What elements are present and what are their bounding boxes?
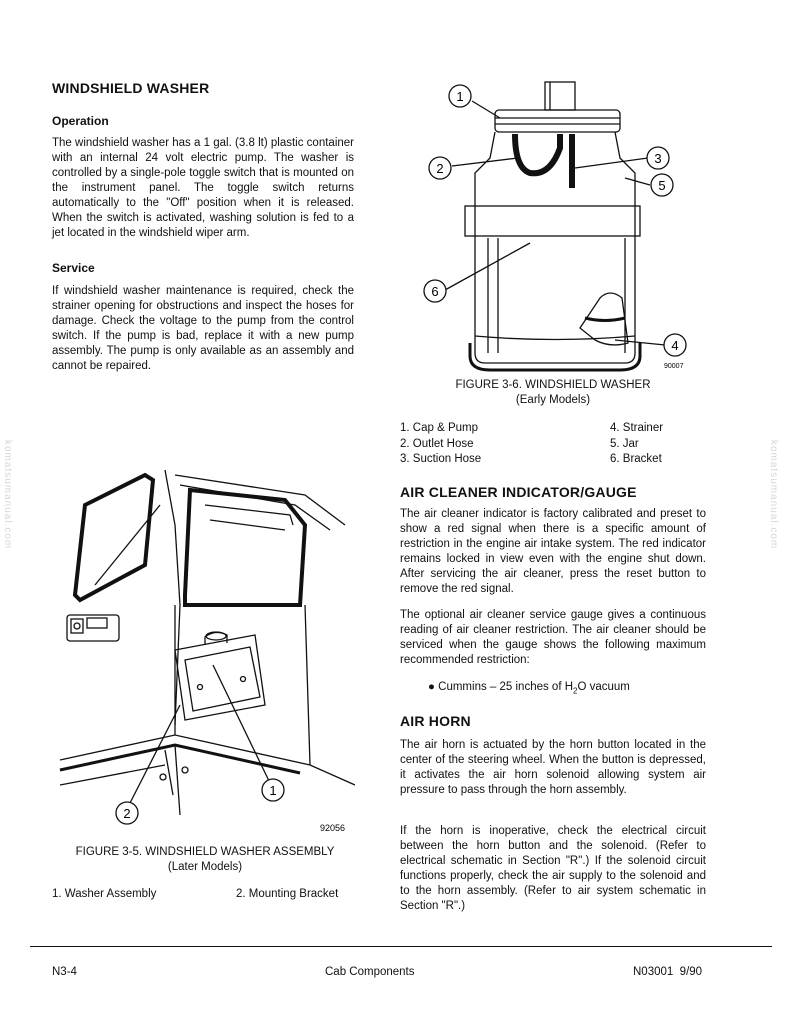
air-horn-paragraph-2: If the horn is inoperative, check the electrical circuit between the horn button and the solenoid. (Refer to electrical schematic in Section "R".) If the solenoid circuit functions properly, check the air supply to the solenoid and to the horn assembly. (Refer to air system schematic in Section "R".) bbox=[400, 825, 706, 912]
legend-item: 6. Bracket bbox=[610, 453, 662, 465]
caption-line-1: FIGURE 3-6. WINDSHIELD WASHER bbox=[455, 379, 651, 391]
legend-item: 1. Cap & Pump bbox=[400, 422, 478, 434]
operation-text: The windshield washer has a 1 gal. (3.8 lt) plastic container with an internal 24 volt electric pump. The washer is controlled by a single-pole toggle switch that is mounted on the instrument panel. The toggle switch returns automatically to the "Off" position when it is released. When the switch is activated, washing solution is fed to a jet located in the windshield wiper arm. bbox=[52, 137, 354, 239]
figure-3-5-drawing bbox=[55, 465, 355, 840]
section-title-windshield-washer: WINDSHIELD WASHER bbox=[52, 80, 210, 96]
legend-item: 3. Suction Hose bbox=[400, 453, 482, 465]
air-cleaner-bullet bbox=[428, 680, 630, 698]
figure-code: 90007 bbox=[664, 363, 684, 370]
air-cleaner-paragraph-1: The air cleaner indicator is factory calibrated and preset to show a red signal when there is a specific amount of restriction in the engine air intake system. The red indicator remains locked in view even with the engine shut down. After servicing the air cleaner, press the reset button to remove the red signal. bbox=[400, 508, 706, 595]
callout-3-label: 3 bbox=[654, 151, 662, 166]
footer-page-number: N3-4 bbox=[52, 966, 77, 978]
callout-6-label: 6 bbox=[431, 284, 439, 299]
caption-line-2: (Early Models) bbox=[515, 394, 591, 406]
caption-line-2: (Later Models) bbox=[167, 861, 243, 873]
operation-heading: Operation bbox=[52, 114, 109, 128]
figure-3-6-caption bbox=[400, 378, 706, 408]
figure-3-5-legend-item: 1. Washer Assembly bbox=[52, 888, 157, 900]
footer-rule bbox=[30, 946, 772, 947]
callout-4-label: 4 bbox=[671, 338, 679, 353]
callout-1-label: 1 bbox=[456, 89, 464, 104]
callout-5-label: 5 bbox=[658, 178, 666, 193]
figure-3-5-legend-item: 2. Mounting Bracket bbox=[236, 888, 339, 900]
bullet-text: Cummins – 25 inches of H bbox=[438, 681, 574, 693]
figure-code: 92056 bbox=[320, 823, 346, 833]
caption-line-1: FIGURE 3-5. WINDSHIELD WASHER ASSEMBLY bbox=[75, 846, 335, 858]
legend-item: 2. Outlet Hose bbox=[400, 437, 474, 450]
section-title-air-cleaner: AIR CLEANER INDICATOR/GAUGE bbox=[400, 484, 637, 500]
air-horn-paragraph-1: The air horn is actuated by the horn button located in the center of the steering wheel. When the button is depressed, it activates the air horn solenoid allowing system air pressure to pass through the horn assembly. bbox=[400, 739, 706, 796]
watermark-left: komatsumanual.com bbox=[2, 440, 13, 550]
bullet-subscript: 2 bbox=[573, 686, 578, 696]
callout-2-label: 2 bbox=[123, 806, 131, 821]
callout-2-label: 2 bbox=[436, 161, 444, 176]
bullet-text-end: O vacuum bbox=[577, 681, 630, 693]
figure-3-6-drawing bbox=[400, 78, 700, 373]
figure-3-5-caption bbox=[52, 845, 358, 875]
service-text: If windshield washer maintenance is required, check the strainer opening for obstructions and inspect the hoses for damage. Check the voltage to the pump from the control switch. If the pump is bad, replace it with a new pump assembly. The pump is only available as an assembly and cannot be repaired. bbox=[52, 285, 354, 372]
bullet-icon: ● bbox=[428, 681, 435, 693]
footer-section-title: Cab Components bbox=[325, 966, 415, 978]
figure-3-6-legend-col-2 bbox=[610, 421, 663, 468]
legend-item: 5. Jar bbox=[610, 437, 639, 450]
figure-3-6-legend-col-1 bbox=[400, 421, 481, 468]
air-cleaner-paragraph-2: The optional air cleaner service gauge gives a continuous reading of air cleaner restriction. The air cleaner should be serviced when the gauge shows the following maximum recommended restriction: bbox=[400, 609, 706, 666]
callout-1-label: 1 bbox=[269, 783, 277, 798]
section-title-air-horn: AIR HORN bbox=[400, 713, 471, 729]
service-heading: Service bbox=[52, 261, 95, 275]
watermark-right: komatsumanual.com bbox=[768, 440, 779, 550]
footer-document-code: N03001 9/90 bbox=[633, 966, 703, 978]
legend-item: 4. Strainer bbox=[610, 422, 664, 434]
